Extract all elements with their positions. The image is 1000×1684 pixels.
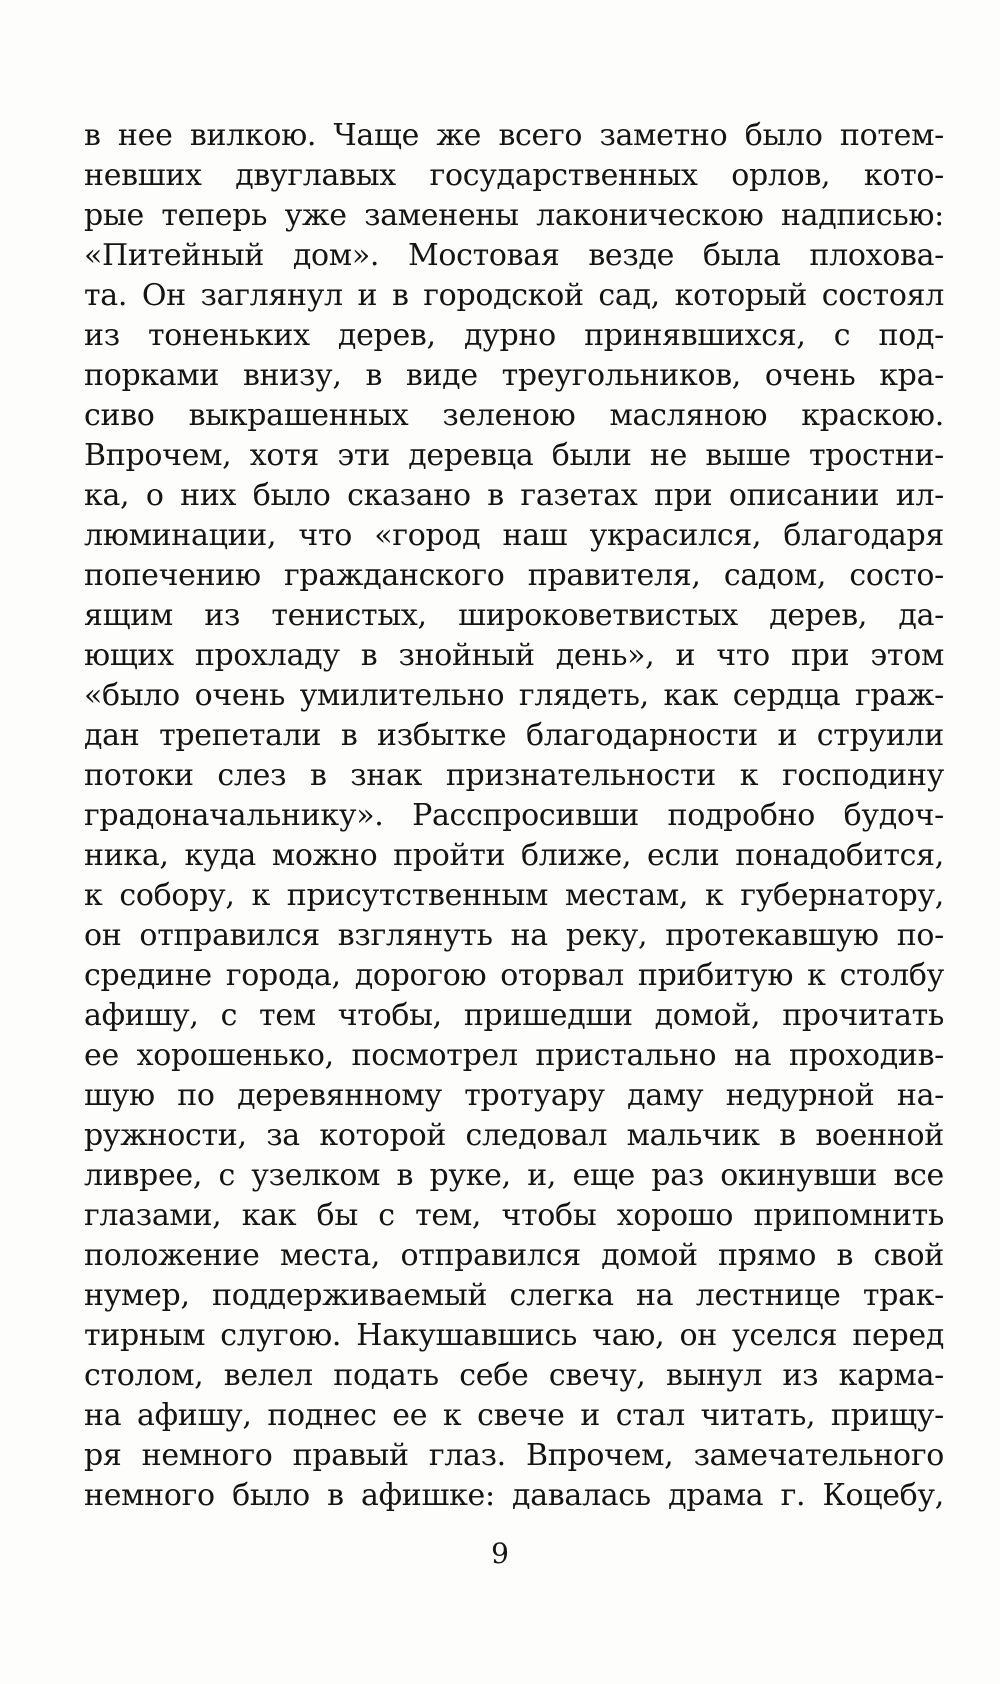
body-text [84, 116, 944, 1516]
text-line: шую по деревянному тротуару даму недурной на- [84, 1078, 944, 1113]
page-number: 9 [491, 1537, 509, 1570]
text-line: средине города, дорогою оторвал прибитую к столбу [84, 958, 944, 993]
text-line: попечению гражданского правителя, садом, состо- [84, 558, 944, 593]
text-line: из тоненьких дерев, дурно принявшихся, с под- [84, 318, 944, 353]
text-line: тирным слугою. Накушавшись чаю, он уселся перед [84, 1318, 944, 1353]
text-line: на афишу, поднес ее к свече и стал читать, прищу- [84, 1398, 944, 1433]
text-line: в нее вилкою. Чаще же всего заметно было потем- [84, 118, 944, 153]
text-line: ка, о них было сказано в газетах при описании ил- [84, 478, 944, 513]
text-line: невших двуглавых государственных орлов, кото- [84, 158, 944, 193]
text-line: потоки слез в знак признательности к господину [84, 758, 944, 793]
text-line: нумер, поддерживаемый слегка на лестнице трак- [84, 1278, 944, 1313]
text-line: «Питейный дом». Мостовая везде была плохова- [84, 238, 944, 273]
text-line: порками внизу, в виде треугольников, очень кра- [84, 358, 944, 393]
text-line: столом, велел подать себе свечу, вынул из карма- [84, 1358, 944, 1393]
text-line: афишу, с тем чтобы, пришедши домой, прочитать [84, 998, 944, 1033]
text-line: ее хорошенько, посмотрел пристально на проходив- [84, 1038, 944, 1073]
text-line: рые теперь уже заменены лаконическою надписью: [84, 198, 944, 233]
text-line: ливрее, с узелком в руке, и, еще раз окинувши все [84, 1158, 944, 1193]
text-line: ющих прохладу в знойный день», и что при этом [84, 638, 944, 673]
text-line: сиво выкрашенных зеленою масляною краскою. [84, 398, 944, 433]
text-line: градоначальнику». Расспросивши подробно будоч- [84, 798, 944, 833]
text-line: та. Он заглянул и в городской сад, который состоял [84, 278, 944, 313]
text-line: к собору, к присутственным местам, к губернатору, [84, 878, 944, 913]
text-line: положение места, отправился домой прямо в свой [84, 1238, 944, 1273]
text-line: дан трепетали в избытке благодарности и струили [84, 718, 944, 753]
text-line: ника, куда можно пройти ближе, если понадобится, [84, 838, 944, 873]
text-line: ружности, за которой следовал мальчик в военной [84, 1118, 944, 1153]
text-line: ря немного правый глаз. Впрочем, замечательного [84, 1438, 944, 1473]
text-line: немного было в афишке: давалась драма г. Коцебу, [84, 1478, 944, 1513]
text-line: он отправился взглянуть на реку, протекавшую по- [84, 918, 944, 953]
text-line: «было очень умилительно глядеть, как сердца граж- [84, 678, 944, 713]
text-line: Впрочем, хотя эти деревца были не выше тростни- [84, 438, 944, 473]
text-line: глазами, как бы с тем, чтобы хорошо припомнить [84, 1198, 944, 1233]
text-line: ящим из тенистых, широковетвистых дерев, да- [84, 598, 944, 633]
text-line: люминации, что «город наш украсился, благодаря [84, 518, 944, 553]
